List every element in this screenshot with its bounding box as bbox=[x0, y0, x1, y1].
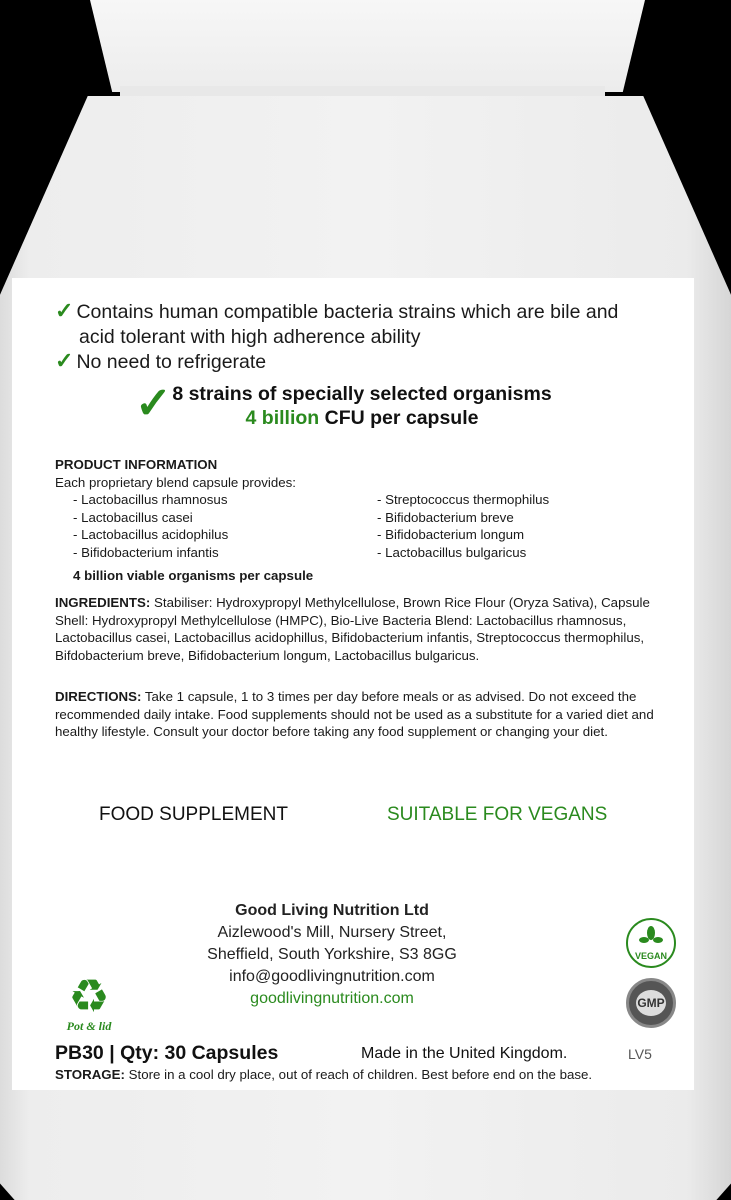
company-address-line1: Aizlewood's Mill, Nursery Street, bbox=[217, 924, 447, 941]
gmp-logo-text: GMP bbox=[636, 990, 666, 1016]
product-information bbox=[55, 456, 675, 491]
recycle-badge bbox=[59, 970, 119, 1034]
made-in-uk: Made in the United Kingdom. bbox=[361, 1045, 568, 1062]
ingredients-text: Stabiliser: Hydroxypropyl Methylcellulose, Brown Rice Flour (Oryza Sativa), Capsule Shell: Hydroxypropyl Methylcellulose (HMPC), Bio-Live Bacteria Blend: Lactobacillus rhamnosus, Lactobacillus casei, Lactobacillus acidophillus, Bifidobacterium infantis, Streptococcus thermophilus, Bifdobacterium breve, Bifidobacterium longum, Lactobacillus bulgaricus. bbox=[55, 595, 650, 663]
check-icon: ✓ bbox=[55, 298, 74, 323]
directions-label: DIRECTIONS: bbox=[55, 689, 142, 704]
directions-text: Take 1 capsule, 1 to 3 times per day before meals or as advised. Do not exceed the recommended daily intake. Food supplements should not be used as a substitute for a varied diet and healthy lifestyle. Consult your doctor before taking any food supplement or changing your diet. bbox=[55, 689, 654, 739]
claim-text: Contains human compatible bacteria strains which are bile and bbox=[76, 301, 619, 323]
claim-bile-tolerant bbox=[55, 298, 695, 350]
company-info bbox=[182, 900, 482, 1010]
company-website: goodlivingnutrition.com bbox=[250, 990, 414, 1007]
ingredients-label: INGREDIENTS: bbox=[55, 595, 151, 610]
claim-text-cont: acid tolerant with high adherence ability bbox=[79, 326, 421, 348]
strain-item: - Lactobacillus bulgaricus bbox=[377, 544, 527, 560]
strain-list-left bbox=[73, 491, 228, 561]
product-info-heading: PRODUCT INFORMATION bbox=[55, 457, 218, 472]
strain-item: - Bifidobacterium breve bbox=[377, 509, 514, 525]
storage-label: STORAGE: bbox=[55, 1067, 125, 1082]
label-version: LV5 bbox=[628, 1046, 652, 1062]
claim-no-refrigerate bbox=[55, 348, 266, 375]
cfu-amount: 4 billion bbox=[245, 407, 320, 429]
cfu-text: CFU per capsule bbox=[319, 407, 479, 429]
strain-item: - Lactobacillus rhamnosus bbox=[73, 492, 228, 507]
company-name: Good Living Nutrition Ltd bbox=[235, 902, 429, 919]
directions bbox=[55, 688, 670, 741]
recycle-icon: ♻ bbox=[68, 970, 110, 1022]
viable-organisms-summary: 4 billion viable organisms per capsule bbox=[73, 568, 314, 583]
check-icon: ✓ bbox=[55, 348, 74, 373]
vegan-logo-text: VEGAN bbox=[634, 951, 667, 961]
strain-item: - Lactobacillus casei bbox=[73, 509, 193, 525]
vegan-logo bbox=[626, 918, 676, 968]
company-address-line2: Sheffield, South Yorkshire, S3 8GG bbox=[207, 946, 457, 963]
strain-item: - Lactobacillus acidophilus bbox=[73, 527, 229, 542]
recycle-caption: Pot & lid bbox=[66, 1019, 112, 1033]
big-check-icon: ✓ bbox=[135, 379, 172, 428]
product-label bbox=[12, 278, 694, 1090]
strains-highlight bbox=[152, 382, 572, 430]
strain-item: - Streptococcus thermophilus bbox=[377, 492, 550, 507]
bottle-lid bbox=[90, 0, 645, 92]
suitable-for-vegans-text: SUITABLE FOR VEGANS bbox=[387, 804, 608, 825]
strain-item: - Bifidobacterium longum bbox=[377, 527, 525, 542]
claim-text: No need to refrigerate bbox=[76, 351, 267, 373]
company-email: info@goodlivingnutrition.com bbox=[229, 968, 435, 985]
leaf-icon bbox=[639, 926, 663, 946]
product-code-qty: PB30 | Qty: 30 Capsules bbox=[55, 1042, 279, 1064]
strain-item: - Bifidobacterium infantis bbox=[73, 544, 219, 560]
storage-text: Store in a cool dry place, out of reach of children. Best before end on the base. bbox=[124, 1067, 593, 1082]
storage bbox=[55, 1066, 695, 1084]
strain-list-right bbox=[377, 491, 549, 561]
ingredients bbox=[55, 594, 670, 664]
food-supplement-text: FOOD SUPPLEMENT bbox=[99, 804, 288, 825]
product-info-intro: Each proprietary blend capsule provides: bbox=[55, 474, 296, 490]
gmp-logo bbox=[626, 978, 676, 1028]
highlight-line1: 8 strains of specially selected organisms bbox=[172, 383, 552, 405]
